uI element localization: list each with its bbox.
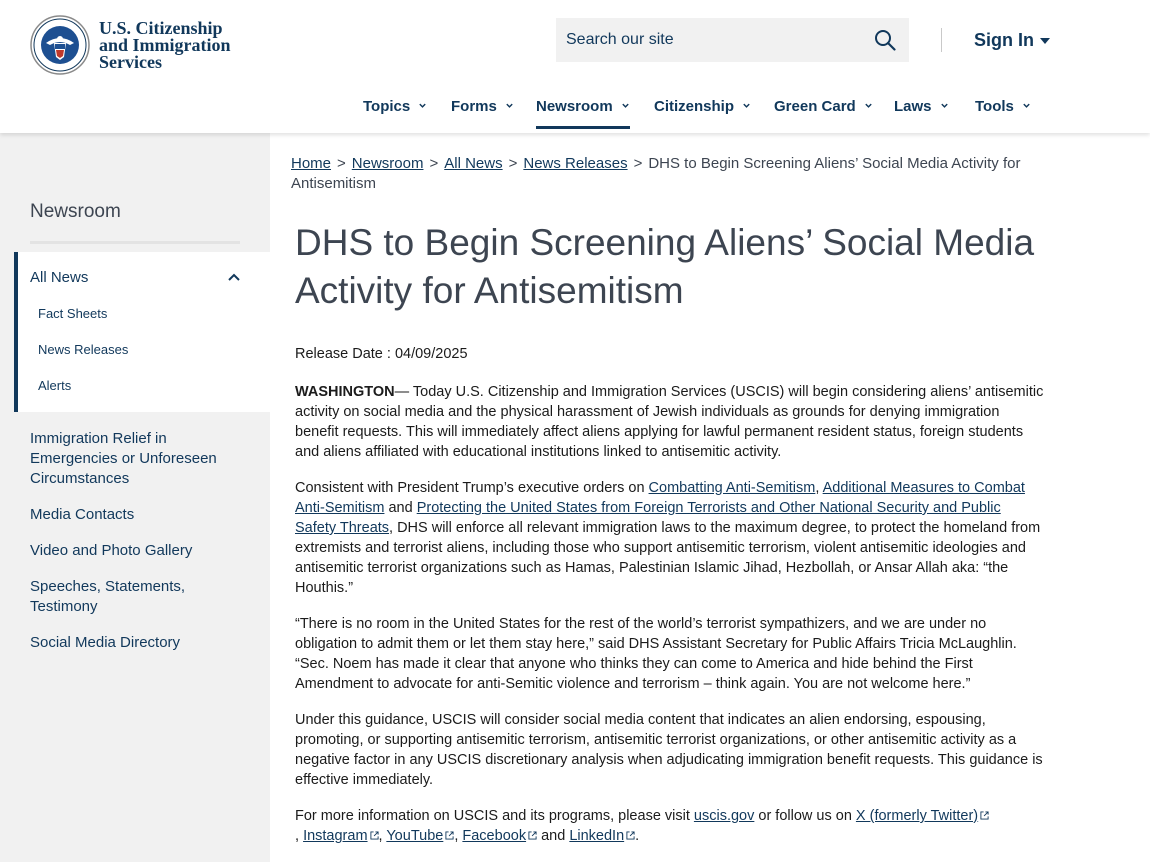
article-paragraph-2 bbox=[295, 478, 1045, 598]
breadcrumb-current: DHS to Begin Screening Aliens’ Social Media Activity for Antisemitism bbox=[291, 155, 1021, 192]
paragraph-text: For more information on USCIS and its programs, please visit bbox=[295, 808, 694, 824]
sidebar-item-alerts[interactable]: Alerts bbox=[38, 378, 72, 393]
nav-newsroom[interactable] bbox=[536, 87, 630, 129]
nav-tools-label: Tools bbox=[975, 98, 1014, 115]
article-paragraph-4: Under this guidance, USCIS will consider social media content that indicates an alien endorsing, espousing, promoting, or supporting antisemitic terrorism, antisemitic terrorist organizations, or other antisemitic activity as a negative factor in any USCIS discretionary analysis when adjudicating immigration benefit requests. This guidance is effective immediately. bbox=[295, 712, 1043, 788]
paragraph-text: , bbox=[378, 828, 387, 844]
sign-in-label: Sign In bbox=[974, 30, 1034, 50]
nav-laws-label: Laws bbox=[894, 98, 932, 115]
nav-green-card-label: Green Card bbox=[774, 98, 856, 115]
paragraph-text: , bbox=[454, 828, 463, 844]
chevron-down-icon bbox=[864, 101, 873, 110]
chevron-down-icon bbox=[505, 101, 514, 110]
search-input[interactable] bbox=[556, 18, 863, 62]
paragraph-text: and bbox=[384, 500, 417, 516]
chevron-up-icon[interactable] bbox=[226, 269, 242, 285]
nav-newsroom-label: Newsroom bbox=[536, 98, 613, 115]
link-uscis-gov[interactable]: uscis.gov bbox=[693, 808, 755, 824]
nav-forms-label: Forms bbox=[451, 98, 497, 115]
external-link-icon bbox=[626, 831, 635, 840]
search-button[interactable] bbox=[863, 18, 907, 62]
nav-citizenship-label: Citizenship bbox=[654, 98, 735, 115]
link-facebook-label: Facebook bbox=[462, 828, 527, 844]
article-paragraph-1 bbox=[295, 382, 1045, 462]
breadcrumb-all-news[interactable]: All News bbox=[444, 155, 503, 172]
sidebar-item-speeches[interactable]: Speeches, Statements, Testimony bbox=[30, 578, 186, 615]
paragraph-text: . bbox=[635, 828, 640, 844]
link-x-twitter-label: X (formerly Twitter) bbox=[855, 808, 979, 824]
paragraph-text: , bbox=[295, 828, 304, 844]
link-linkedin-label: LinkedIn bbox=[569, 828, 625, 844]
paragraph-text: Consistent with President Trump’s executive orders on bbox=[295, 480, 649, 496]
chevron-down-icon bbox=[940, 101, 949, 110]
breadcrumb-separator: > bbox=[337, 155, 346, 172]
link-combatting-anti-semitism[interactable]: Combatting Anti-Semitism bbox=[648, 480, 816, 496]
paragraph-text: or follow us on bbox=[754, 808, 856, 824]
breadcrumb-separator: > bbox=[633, 155, 643, 172]
breadcrumb-news-releases[interactable]: News Releases bbox=[523, 155, 628, 172]
link-x-twitter[interactable] bbox=[856, 808, 989, 824]
nav-tools[interactable] bbox=[975, 87, 1031, 129]
chevron-down-icon bbox=[621, 101, 630, 110]
external-link-icon bbox=[980, 811, 989, 820]
paragraph-text: — Today U.S. Citizenship and Immigration Services (USCIS) will begin considering aliens’ antisemitic activity on social media and the physical harassment of Jewish individuals as grounds for denying immigration benefit requests. This will immediately affect aliens applying for lawful permanent resident status, foreign students and aliens affiliated with educational institutions linked to antisemitic activity. bbox=[295, 384, 1044, 460]
paragraph-text: and bbox=[537, 828, 570, 844]
breadcrumb-home[interactable]: Home bbox=[291, 155, 332, 172]
breadcrumb-separator: > bbox=[508, 155, 518, 172]
dateline: WASHINGTON bbox=[295, 384, 395, 400]
sidebar-divider bbox=[30, 241, 240, 244]
external-link-icon bbox=[528, 831, 537, 840]
paragraph-text: , DHS will enforce all relevant immigration laws to the maximum degree, to protect the homeland from extremists and terrorist aliens, including those who support antisemitic terrorism, violent antisemitic ideologies and antisemitic terrorist organizations such as Hamas, Palestinian Islamic Jihad, Hezbollah, or Ansar Allah aka: “the Houthis.” bbox=[295, 520, 1041, 596]
chevron-down-icon bbox=[418, 101, 427, 110]
nav-topics[interactable] bbox=[363, 87, 427, 129]
chevron-down-icon bbox=[1022, 101, 1031, 110]
breadcrumb bbox=[291, 154, 1031, 194]
external-link-icon bbox=[445, 831, 454, 840]
release-date-value: 04/09/2025 bbox=[394, 346, 468, 362]
site-header bbox=[0, 0, 1150, 133]
article-paragraph-3: “There is no room in the United States for the rest of the world’s terrorist sympathizers, and we are under no obligation to admit them or let them stay here,” said DHS Assistant Secretary for Public Affairs Tricia McLaughlin. “Sec. Noem has made it clear that anyone who thinks they can come to America and hide behind the First Amendment to advocate for anti-Semitic violence and terrorism – think again. You are not welcome here.” bbox=[295, 616, 1017, 692]
link-youtube-label: YouTube bbox=[386, 828, 444, 844]
breadcrumb-separator: > bbox=[429, 155, 439, 172]
nav-forms[interactable] bbox=[451, 87, 514, 129]
uscis-logo-link[interactable] bbox=[30, 15, 231, 75]
site-search bbox=[556, 18, 909, 62]
page-title: DHS to Begin Screening Aliens’ Social Media Activity for Antisemitism bbox=[295, 222, 1035, 311]
link-linkedin[interactable] bbox=[569, 828, 635, 844]
main-nav bbox=[0, 87, 1150, 129]
sign-in-button[interactable] bbox=[974, 30, 1050, 51]
breadcrumb-newsroom[interactable]: Newsroom bbox=[351, 155, 424, 172]
sidebar-item-video-photo-gallery[interactable]: Video and Photo Gallery bbox=[30, 542, 193, 559]
header-divider bbox=[941, 28, 942, 52]
sidebar bbox=[0, 133, 270, 862]
caret-down-icon bbox=[1040, 38, 1050, 44]
link-protecting-the-united-states[interactable]: Protecting the United States from Foreign Terrorists and Other National Security and Public Safety Threats bbox=[295, 500, 1001, 536]
chevron-down-icon bbox=[742, 101, 751, 110]
release-date bbox=[295, 346, 468, 362]
link-youtube[interactable] bbox=[386, 828, 454, 844]
release-date-label: Release Date : bbox=[295, 346, 391, 362]
search-icon bbox=[874, 29, 896, 51]
sidebar-item-all-news[interactable]: All News bbox=[30, 269, 89, 286]
external-link-icon bbox=[370, 831, 379, 840]
nav-citizenship[interactable] bbox=[654, 87, 751, 129]
nav-green-card[interactable] bbox=[774, 87, 873, 129]
uscis-wordmark bbox=[99, 17, 231, 72]
wordmark-line-3: Services bbox=[99, 51, 162, 72]
sidebar-item-media-contacts[interactable]: Media Contacts bbox=[30, 506, 135, 523]
link-additional-measures[interactable]: Additional Measures to Combat Anti-Semitism bbox=[295, 480, 1025, 516]
paragraph-text: , bbox=[815, 480, 823, 496]
link-facebook[interactable] bbox=[462, 828, 537, 844]
wordmark-line-1: U.S. Citizenship bbox=[99, 17, 223, 38]
link-instagram-label: Instagram bbox=[303, 828, 368, 844]
nav-topics-label: Topics bbox=[363, 98, 411, 115]
sidebar-active-section bbox=[14, 252, 271, 412]
link-instagram[interactable] bbox=[303, 828, 378, 844]
sidebar-item-fact-sheets[interactable]: Fact Sheets bbox=[38, 306, 108, 321]
wordmark-line-2: and Immigration bbox=[99, 34, 231, 55]
dhs-seal-icon bbox=[30, 15, 90, 75]
sidebar-item-social-media-directory[interactable]: Social Media Directory bbox=[30, 634, 181, 651]
article-paragraph-5 bbox=[295, 806, 1045, 846]
sidebar-item-news-releases[interactable]: News Releases bbox=[38, 342, 129, 357]
sidebar-title: Newsroom bbox=[30, 201, 121, 222]
sidebar-item-immigration-relief[interactable]: Immigration Relief in Emergencies or Unforeseen Circumstances bbox=[30, 430, 217, 487]
nav-laws[interactable] bbox=[894, 87, 949, 129]
